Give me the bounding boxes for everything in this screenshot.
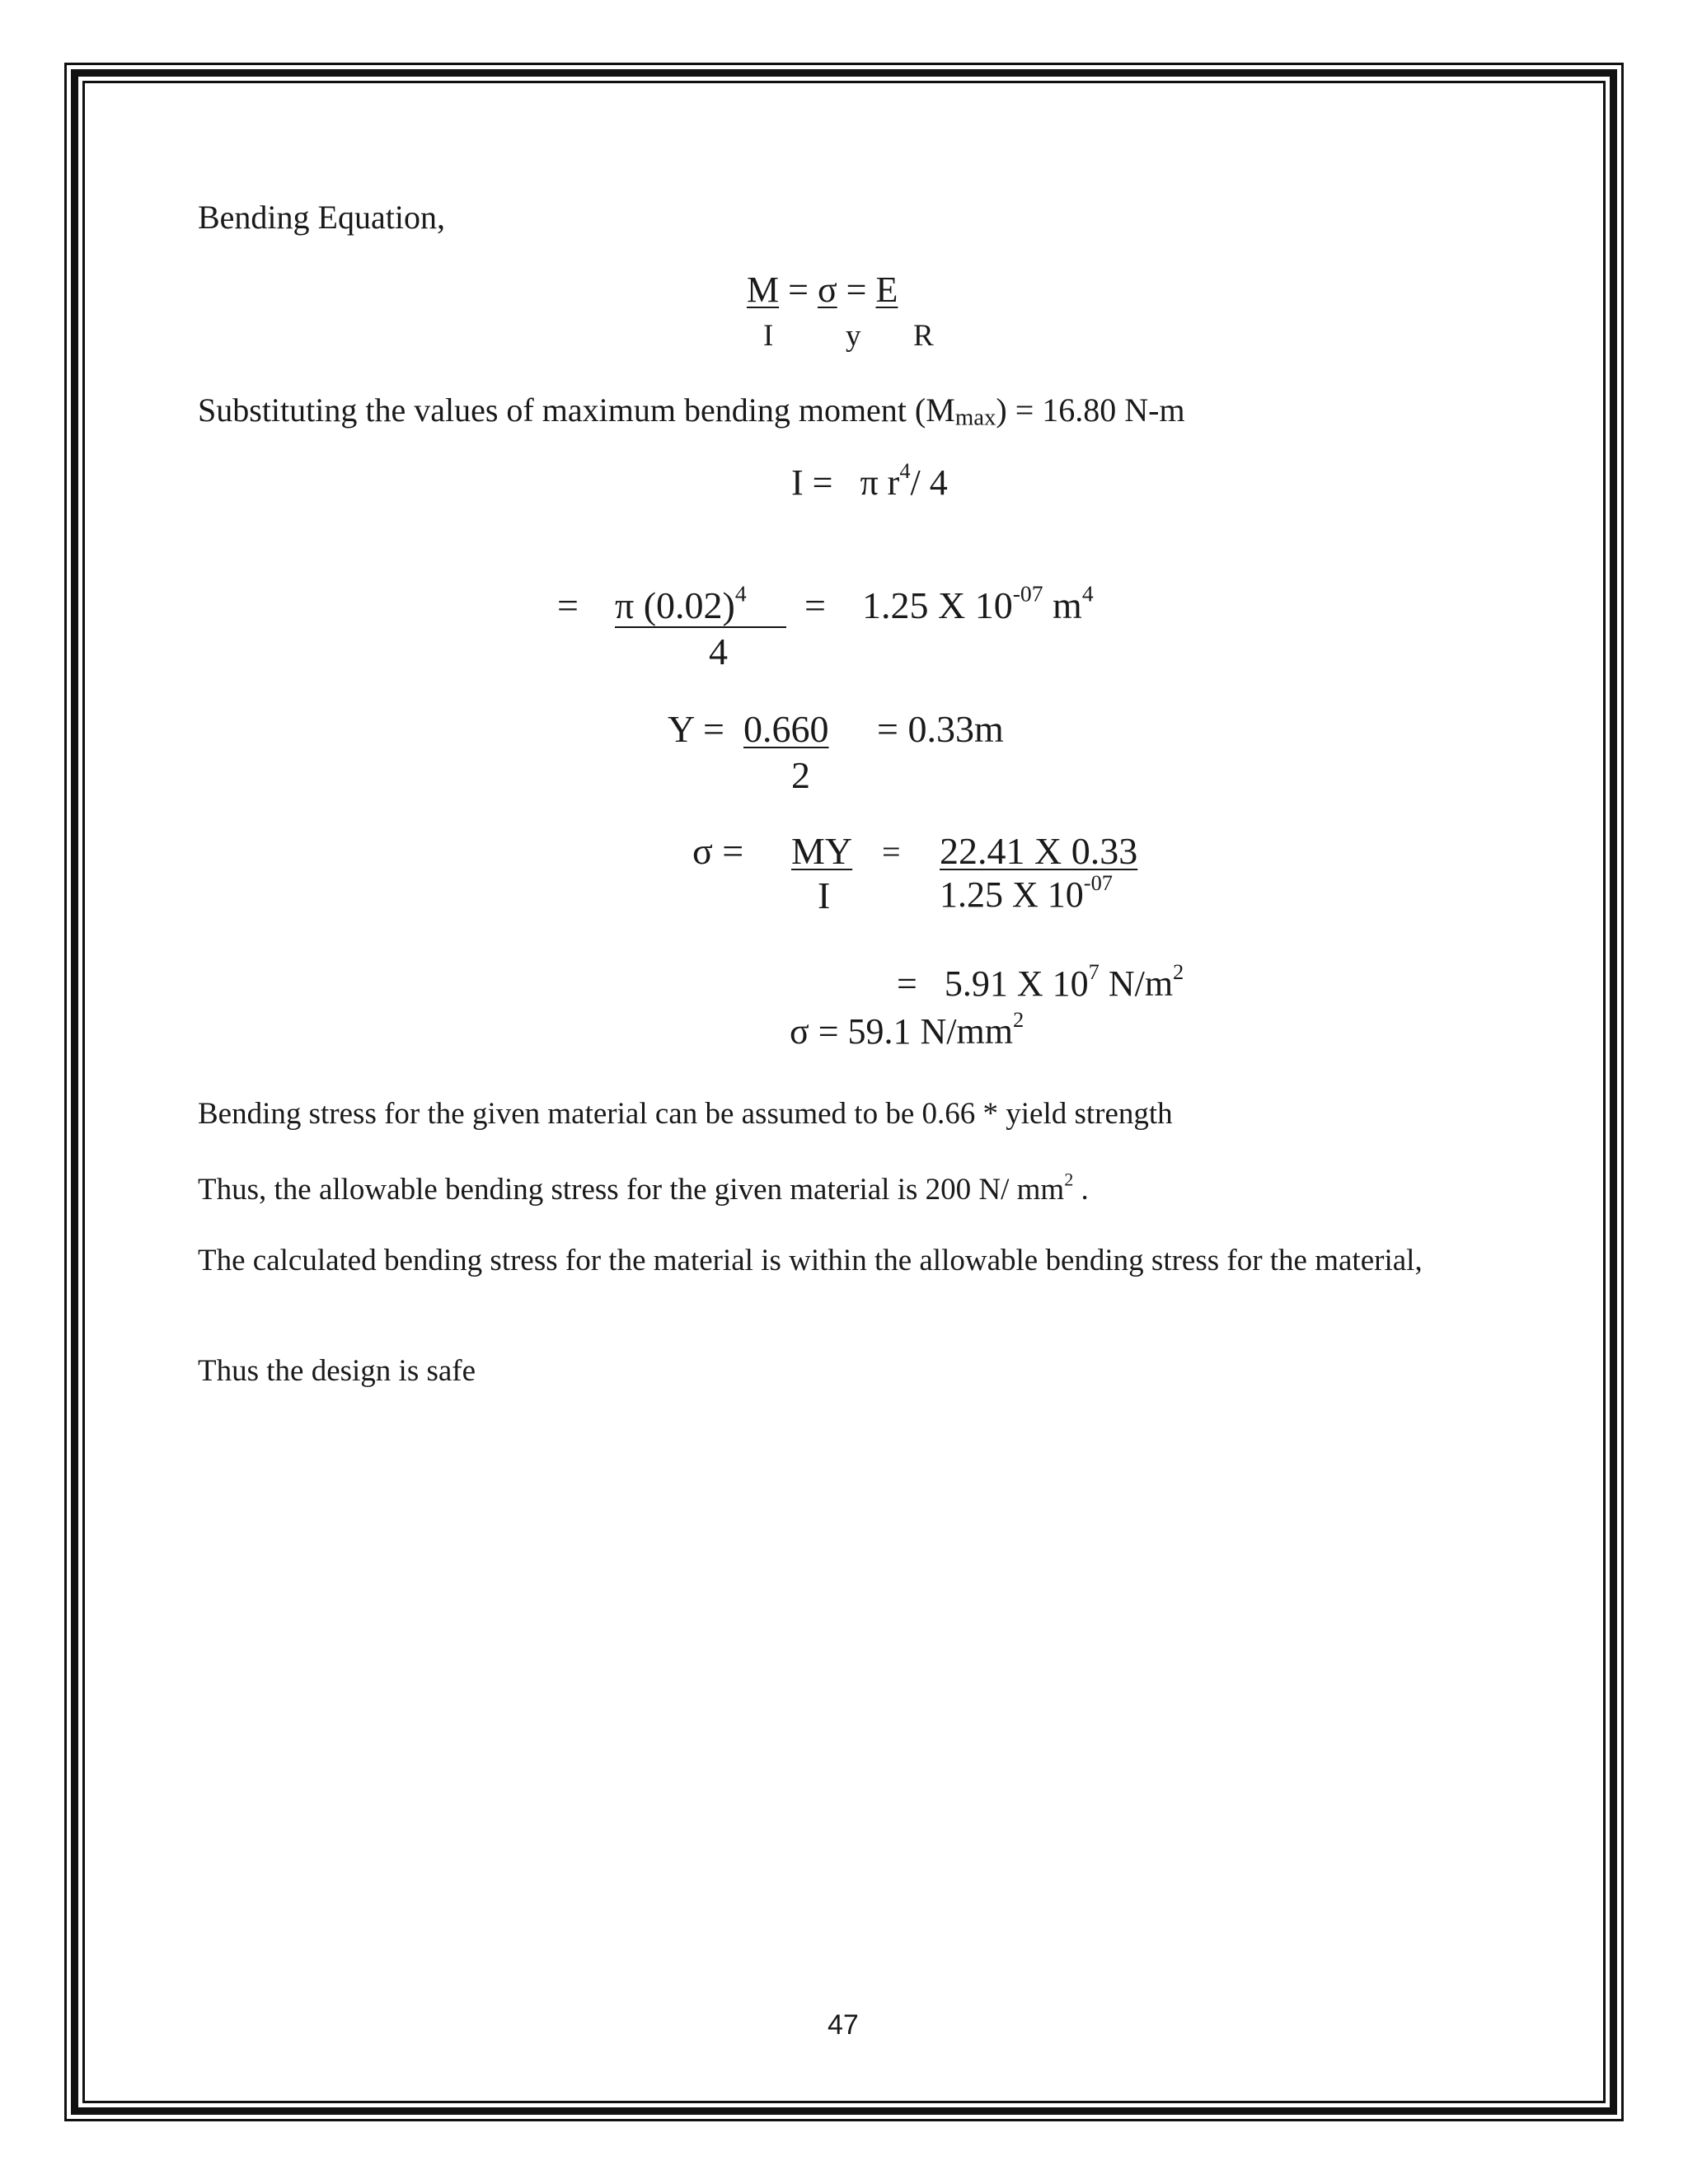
inertia-calc-eq2: = <box>804 584 826 626</box>
y-num: 0.660 <box>743 708 829 750</box>
substitution-line <box>198 391 1185 430</box>
sigma-eq: = <box>882 833 901 870</box>
heading: Bending Equation, <box>198 199 445 236</box>
eq-num-M: M <box>747 269 780 310</box>
inertia-fraction-bar <box>615 626 786 628</box>
eq-num-E: E <box>875 269 898 310</box>
substitution-tail: ) = 16.80 N-m <box>996 391 1185 429</box>
paragraph-conclusion: Thus the design is safe <box>198 1354 476 1388</box>
substitution-text: Substituting the values of maximum bending moment (M <box>198 391 955 429</box>
sigma-lhs: σ = <box>692 830 744 872</box>
paragraph-bending-stress-assumption: Bending stress for the given material can be assumed to be 0.66 * yield strength <box>198 1097 1173 1131</box>
inertia-lhs: I = <box>791 462 833 503</box>
inertia-calc-den: 4 <box>709 630 728 673</box>
y-den: 2 <box>791 754 810 796</box>
inertia-calc-num: π $(0.02)^4$ <box>615 580 747 626</box>
y-result: = 0.33m <box>877 708 1004 750</box>
eq-sign-2: = <box>846 269 867 310</box>
eq-den-I: I <box>763 319 774 353</box>
sigma-final: σ = 59.1 $N/mm^2$ <box>790 1007 1025 1052</box>
sigma-den2: 1.25 X $10^{-07}$ <box>940 870 1113 915</box>
inertia-formula <box>791 458 948 504</box>
eq-num-sigma: σ <box>817 269 837 310</box>
page-number: 47 <box>828 2009 859 2041</box>
inertia-rhs: π r <box>860 462 900 503</box>
eq-den-y: y <box>846 319 861 353</box>
paragraph-calculated-stress: The calculated bending stress for the material is within the allowable bending stress for the material, <box>198 1244 1423 1277</box>
sigma-result: = 5.91 X $10^7$ $N/m^2$ <box>897 959 1184 1004</box>
inertia-calc-eq: = <box>557 584 579 626</box>
sigma-num-MY: MY <box>791 830 853 872</box>
inertia-div: / 4 <box>910 462 948 503</box>
page-border-inner <box>82 81 1606 2103</box>
eq-den-R: R <box>913 319 934 353</box>
inertia-exp: 4 <box>899 458 911 484</box>
substitution-subscript: max <box>954 404 996 431</box>
sigma-den-I: I <box>818 874 831 916</box>
sigma-num2: 22.41 X 0.33 <box>940 830 1138 872</box>
inertia-calc-result: 1.25 X $10^{-07}$ $m^4$ <box>862 580 1094 626</box>
eq-sign-1: = <box>788 269 809 310</box>
paragraph-allowable-stress: Thus, the allowable bending stress for the given material is 200 N/ $mm^2$ . <box>198 1169 1089 1207</box>
y-lhs: Y = <box>668 708 724 750</box>
